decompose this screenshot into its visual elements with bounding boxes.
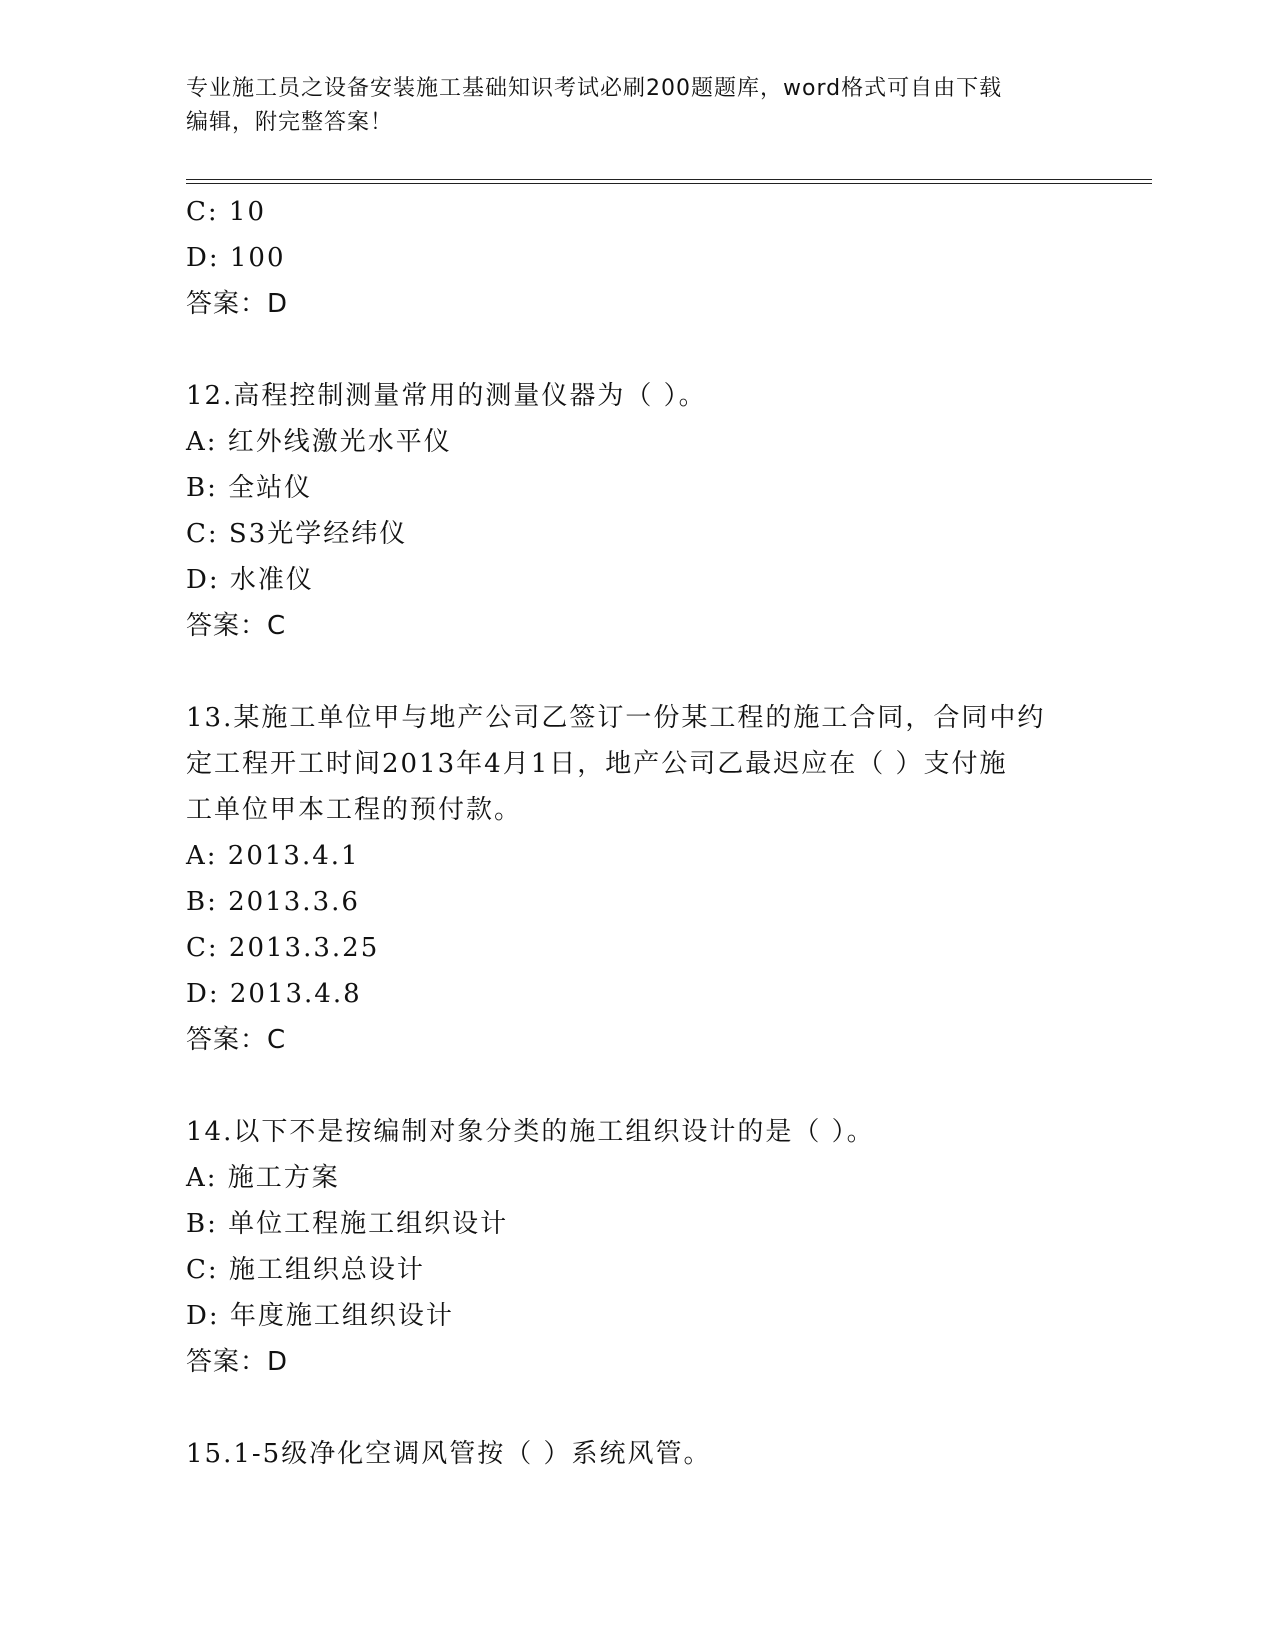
answer-label: 答案：C [186, 1025, 287, 1055]
question-stem: 14.以下不是按编制对象分类的施工组织设计的是（ ）。 [186, 1117, 875, 1147]
question-12 [186, 373, 1086, 649]
question-14 [186, 1109, 1086, 1385]
question-stem-line-2: 定工程开工时间2013年4月1日，地产公司乙最迟应在（ ）支付施 [186, 749, 1008, 779]
option-c: C: 10 [186, 197, 267, 227]
answer-label: 答案：D [186, 289, 289, 319]
answer-label: 答案：C [186, 611, 287, 641]
option-b: B: 2013.3.6 [186, 887, 360, 917]
question-15 [186, 1431, 1086, 1477]
option-c: C: S3光学经纬仪 [186, 519, 408, 549]
spacer [186, 327, 1086, 373]
question-11-tail [186, 189, 1086, 327]
spacer [186, 649, 1086, 695]
option-b: B: 全站仪 [186, 473, 313, 503]
question-stem: 12.高程控制测量常用的测量仪器为（ ）。 [186, 381, 707, 411]
option-a: A: 2013.4.1 [186, 841, 360, 871]
question-list [186, 189, 1086, 1477]
option-d: D: 水准仪 [186, 565, 314, 595]
option-c: C: 2013.3.25 [186, 933, 380, 963]
question-13 [186, 695, 1086, 1063]
option-d: D: 100 [186, 243, 286, 273]
option-a: A: 施工方案 [186, 1163, 340, 1193]
spacer [186, 1063, 1086, 1109]
answer-label: 答案：D [186, 1347, 289, 1377]
question-stem-line-1: 13.某施工单位甲与地产公司乙签订一份某工程的施工合同，合同中约 [186, 703, 1046, 733]
header-line-2: 编辑，附完整答案！ [186, 110, 394, 135]
spacer [186, 1385, 1086, 1431]
header-line-1: 专业施工员之设备安装施工基础知识考试必刷200题题库，word格式可自由下载 [186, 76, 1003, 101]
document-header [186, 72, 1066, 140]
option-d: D: 年度施工组织设计 [186, 1301, 454, 1331]
header-rule-top [186, 179, 1152, 180]
option-d: D: 2013.4.8 [186, 979, 362, 1009]
question-stem-line-3: 工单位甲本工程的预付款。 [186, 795, 523, 825]
header-rule-bottom [186, 183, 1152, 184]
question-stem: 15.1-5级净化空调风管按（ ）系统风管。 [186, 1439, 712, 1469]
option-c: C: 施工组织总设计 [186, 1255, 425, 1285]
option-b: B: 单位工程施工组织设计 [186, 1209, 509, 1239]
option-a: A: 红外线激光水平仪 [186, 427, 452, 457]
